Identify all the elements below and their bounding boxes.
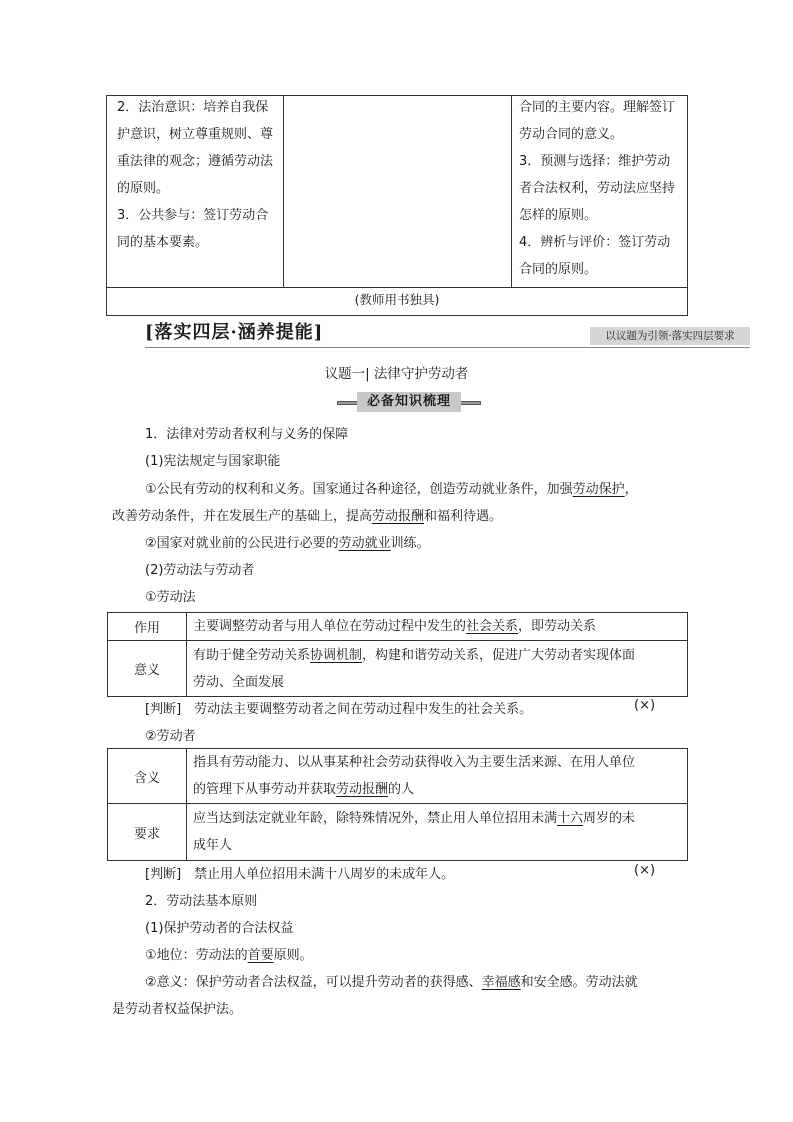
topic-title: 议题一| 法律守护劳动者 — [324, 366, 469, 382]
knowledge-label: 必备知识梳理 — [357, 392, 461, 412]
table-divider — [107, 287, 687, 288]
cell-line: 劳动合同的意义。 — [519, 127, 624, 142]
section-heading: 1．法律对劳动者权利与义务的保障 — [145, 427, 349, 442]
text: 应当达到法定就业年龄，除特殊情况外，禁止用人单位招用未满 — [193, 811, 558, 826]
judgment-statement: [判断] 禁止用人单位招用未满十八周岁的未成年人。 — [145, 867, 455, 882]
table-divider — [511, 96, 512, 287]
row-header: 意义 — [108, 641, 187, 697]
paragraph-line — [145, 532, 430, 551]
text: ，即劳动关系 — [518, 619, 597, 634]
cell-line: 护意识，树立尊重规则、尊 — [117, 127, 274, 142]
table-row — [108, 804, 688, 861]
row-header: 含义 — [108, 749, 187, 804]
cell-line: 合同的原则。 — [519, 262, 598, 277]
cell-line: 合同的主要内容。理解签订 — [519, 100, 676, 115]
text: 的人 — [388, 782, 415, 797]
row-content — [187, 641, 688, 697]
text: 训练。 — [390, 536, 430, 551]
table-row — [108, 613, 688, 641]
text: 原则。 — [273, 948, 313, 963]
text: 劳动、全面发展 — [193, 674, 285, 690]
key-term: 十六 — [557, 811, 584, 826]
section-heading: 2．劳动法基本原则 — [145, 894, 258, 909]
judgment-mark: (×) — [634, 698, 656, 713]
text: 和安全感。劳动法就 — [520, 975, 638, 990]
key-term: 劳动保护 — [572, 482, 625, 497]
table-row — [108, 641, 688, 697]
key-term: 劳动报酬 — [372, 509, 425, 524]
cell-line: 同的基本要素。 — [117, 235, 209, 250]
text: ②意义：保护劳动者合法权益，可以提升劳动者的获得感、 — [145, 975, 482, 990]
cell-line: 怎样的原则。 — [519, 208, 598, 223]
text: 的管理下从事劳动并获取 — [193, 782, 337, 797]
section-banner-tag: 以议题为引领·落实四层要求 — [590, 327, 750, 345]
text: ②国家对就业前的公民进行必要的 — [145, 536, 339, 551]
row-header: 要求 — [108, 804, 187, 861]
paragraph-line — [145, 944, 313, 963]
table-divider — [283, 96, 284, 287]
cell-line: 2．法治意识：培养自我保 — [117, 100, 269, 115]
text: 周岁的未 — [583, 811, 636, 826]
knowledge-header — [337, 392, 481, 412]
text: ， — [624, 482, 638, 497]
text: 改善劳动条件，并在发展生产的基础上，提高 — [112, 509, 373, 524]
cell-line: 重法律的观念；遵循劳动法 — [117, 154, 274, 169]
text: ，构建和谐劳动关系，促进广大劳动者实现体面 — [362, 647, 636, 663]
table-row — [108, 749, 688, 804]
section-banner-title: [落实四层·涵养提能] — [145, 322, 324, 343]
cell-line: 4．辨析与评价：签订劳动 — [519, 235, 671, 250]
paragraph-line — [145, 478, 638, 497]
text: 指具有劳动能力、以从事某种社会劳动获得收入为主要生活来源、在用人单位 — [193, 755, 636, 770]
key-term: 劳动就业 — [338, 536, 391, 551]
paragraph-line — [112, 505, 502, 524]
subheading: ②劳动者 — [145, 729, 196, 744]
subheading: (2)劳动法与劳动者 — [145, 563, 255, 578]
key-term: 幸福感 — [481, 975, 521, 990]
text: ①地位：劳动法的 — [145, 948, 248, 963]
teacher-note: (教师用书独具) — [354, 292, 440, 307]
text: 有助于健全劳动关系 — [193, 647, 311, 663]
row-header: 作用 — [108, 613, 187, 641]
banner-divider — [145, 347, 750, 348]
key-term: 首要 — [247, 948, 274, 963]
text: 成年人 — [193, 838, 233, 853]
paragraph-line: 是劳动者权益保护法。 — [112, 1002, 243, 1017]
cell-line: 3．预测与选择：维护劳动 — [519, 154, 671, 169]
judgment-statement: [判断] 劳动法主要调整劳动者之间在劳动过程中发生的社会关系。 — [145, 702, 533, 717]
cell-line: 3．公共参与：签订劳动合 — [117, 208, 269, 223]
key-term: 劳动报酬 — [336, 782, 389, 797]
worker-table — [107, 748, 688, 861]
judgment-mark: (×) — [634, 863, 656, 878]
row-content — [187, 804, 688, 861]
key-term: 社会关系 — [466, 619, 519, 634]
text: ①公民有劳动的权利和义务。国家通过各种途径，创造劳动就业条件，加强 — [145, 482, 573, 497]
cell-line: 的原则。 — [117, 181, 170, 196]
subheading: (1)宪法规定与国家职能 — [145, 454, 281, 469]
labor-law-table — [107, 612, 688, 697]
key-term: 协调机制 — [310, 647, 363, 663]
cell-line: 者合法权利，劳动法应坚持 — [519, 181, 676, 196]
row-content — [187, 749, 688, 804]
subheading: (1)保护劳动者的合法权益 — [145, 921, 294, 936]
row-content — [187, 613, 688, 641]
text: 和福利待遇。 — [424, 509, 503, 524]
subheading: ①劳动法 — [145, 590, 196, 605]
paragraph-line — [145, 971, 638, 990]
objectives-table — [106, 95, 688, 316]
text: 主要调整劳动者与用人单位在劳动过程中发生的 — [193, 619, 467, 634]
